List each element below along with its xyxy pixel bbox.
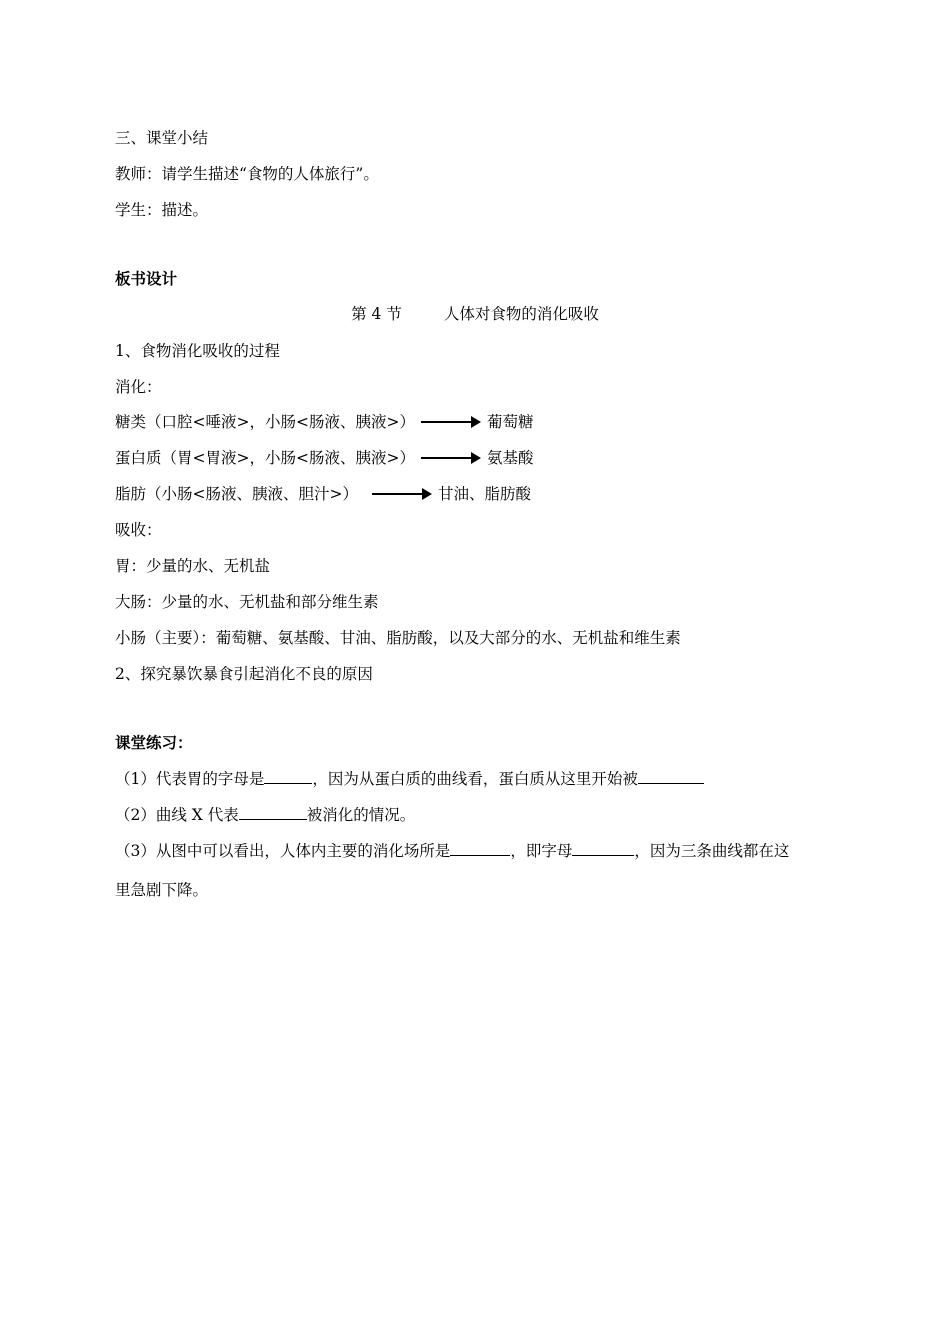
absorb-row: 胃：少量的水、无机盐 <box>115 557 271 575</box>
absorb-row: 小肠（主要）：葡萄糖、氨基酸、甘油、脂肪酸，以及大部分的水、无机盐和维生素 <box>115 629 681 647</box>
board-title <box>0 304 950 324</box>
question-text: ，因为从蛋白质的曲线看，蛋白质从这里开始被 <box>312 770 638 788</box>
question-text: （3）从图中可以看出，人体内主要的消化场所是 <box>115 842 451 860</box>
answer-blank[interactable] <box>239 805 307 820</box>
digest-source: 蛋白质（胃<胃液>，小肠<肠液、胰液>） <box>115 449 415 467</box>
question-text: ，因为三条曲线都在这 <box>634 842 790 860</box>
digest-row <box>115 484 531 504</box>
summary-teacher: 教师：请学生描述“食物的人体旅行”。 <box>115 165 379 183</box>
exercise-heading: 课堂练习： <box>115 734 193 752</box>
summary-student: 学生：描述。 <box>115 201 209 219</box>
question-text: （1）代表胃的字母是 <box>115 770 265 788</box>
question-2 <box>115 805 415 825</box>
digest-row <box>115 412 533 432</box>
board-item1: 1、食物消化吸收的过程 <box>115 342 280 360</box>
board-heading: 板书设计 <box>115 270 178 288</box>
answer-blank[interactable] <box>572 841 634 856</box>
question-3 <box>115 841 789 861</box>
digest-product: 葡萄糖 <box>486 413 534 431</box>
question-text: ，即字母 <box>510 842 573 860</box>
board-item2: 2、探究暴饮暴食引起消化不良的原因 <box>115 665 373 683</box>
absorption-label: 吸收： <box>115 521 162 539</box>
board-title-section: 第 4 节 <box>351 305 402 323</box>
digest-row <box>115 448 533 468</box>
answer-blank[interactable] <box>450 841 510 856</box>
digest-source: 糖类（口腔<唾液>，小肠<肠液、胰液>） <box>115 413 415 431</box>
answer-blank[interactable] <box>638 769 704 784</box>
answer-blank[interactable] <box>264 769 312 784</box>
digest-product: 甘油、脂肪酸 <box>437 485 531 503</box>
question-text: 被消化的情况。 <box>306 806 416 824</box>
digest-source: 脂肪（小肠<肠液、胰液、胆汁>） <box>115 485 358 503</box>
question-1 <box>115 769 704 789</box>
question-text: （2）曲线 X 代表 <box>115 806 239 824</box>
absorb-row: 大肠：少量的水、无机盐和部分维生素 <box>115 593 379 611</box>
question-3-continuation: 里急剧下降。 <box>115 881 209 899</box>
right-arrow-icon <box>372 493 430 495</box>
digest-product: 氨基酸 <box>486 449 534 467</box>
right-arrow-icon <box>421 421 479 423</box>
board-title-text: 人体对食物的消化吸收 <box>443 305 599 323</box>
right-arrow-icon <box>421 457 479 459</box>
digestion-label: 消化： <box>115 378 162 396</box>
summary-heading: 三、课堂小结 <box>115 129 209 147</box>
